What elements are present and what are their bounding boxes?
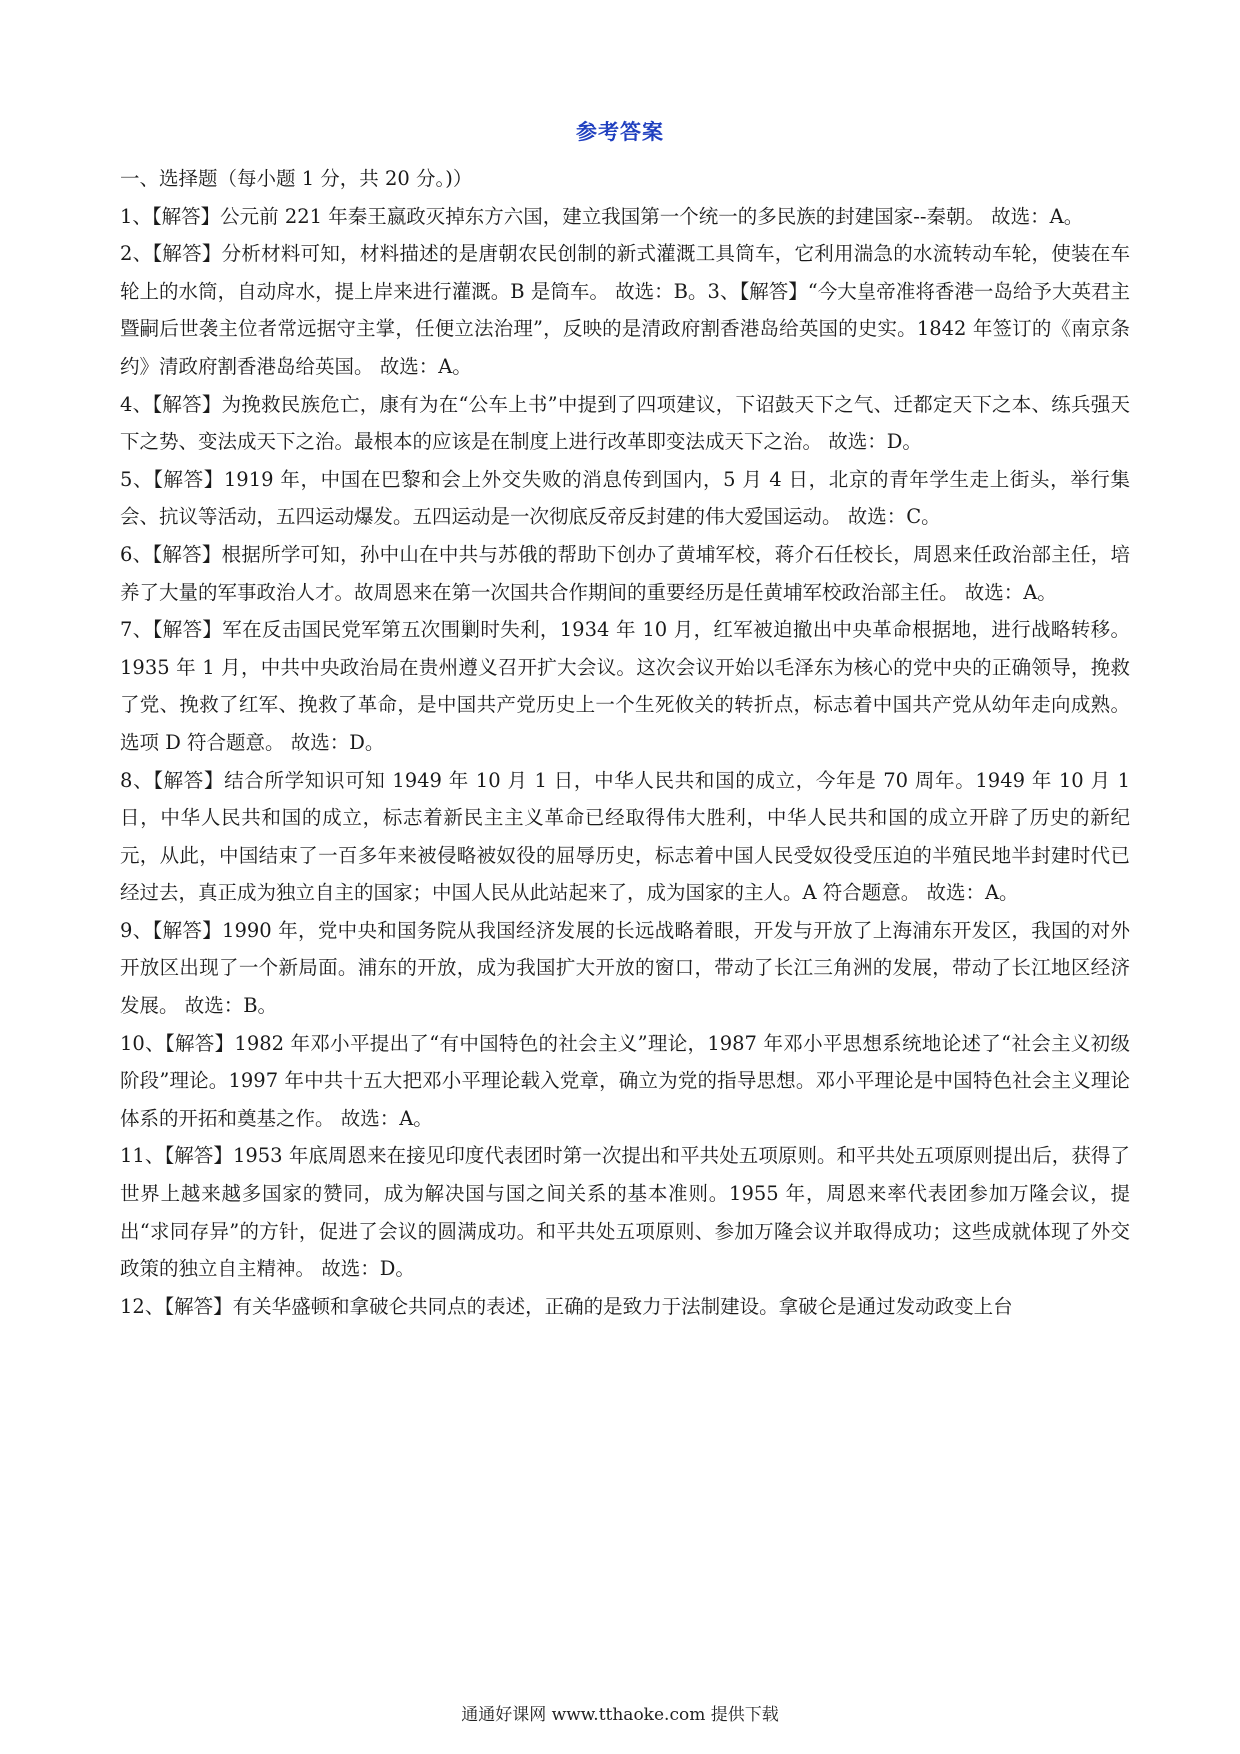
answer-6: 6、【解答】根据所学可知，孙中山在中共与苏俄的帮助下创办了黄埔军校，蒋介石任校长，周恩来任政治部主任，培养了大量的军事政治人才。故周恩来在第一次国共合作期间的重要经历是任黄埔军校政治部主任。 故选：A。: [120, 542, 1130, 604]
answer-8: 8、【解答】结合所学知识可知 1949 年 10 月 1 日，中华人民共和国的成立，今年是 70 周年。1949 年 10 月 1 日，中华人民共和国的成立，标志着新民主主义革命已经取得伟大胜利，中华人民共和国的成立开辟了历史的新纪元，从此，中国结束了一百多年来被侵略被奴役的屈辱历史，标志着中国人民受奴役受压迫的半殖民地半封建时代已经过去，真正成为独立自主的国家；中国人民从此站起来了，成为国家的主人。A 符合题意。 故选：A。: [120, 768, 1130, 905]
page-footer: 通通好课网 www.tthaoke.com 提供下载: [461, 1705, 779, 1725]
answer-10: 10、【解答】1982 年邓小平提出了“有中国特色的社会主义”理论，1987 年邓小平思想系统地论述了“社会主义初级阶段”理论。1997 年中共十五大把邓小平理论载入党章，确立为党的指导思想。邓小平理论是中国特色社会主义理论体系的开拓和奠基之作。 故选：A。: [120, 1031, 1130, 1130]
answer-9: 9、【解答】1990 年，党中央和国务院从我国经济发展的长远战略着眼，开发与开放了上海浦东开发区，我国的对外开放区出现了一个新局面。浦东的开放，成为我国扩大开放的窗口，带动了长江三角洲的发展，带动了长江地区经济发展。 故选：B。: [120, 918, 1130, 1018]
answer-content: [120, 160, 1130, 1325]
answer-12: 12、【解答】有关华盛顿和拿破仑共同点的表述，正确的是致力于法制建设。拿破仑是通过发动政变上台: [120, 1294, 1013, 1318]
answer-11: 11、【解答】1953 年底周恩来在接见印度代表团时第一次提出和平共处五项原则。和平共处五项原则提出后，获得了世界上越来越多国家的赞同，成为解决国与国之间关系的基本准则。1955 年，周恩来率代表团参加万隆会议，提出“求同存异”的方针，促进了会议的圆满成功。和平共处五项原则、参加万隆会议并取得成功；这些成就体现了外交政策的独立自主精神。 故选：D。: [120, 1144, 1130, 1281]
answer-4: 4、【解答】为挽救民族危亡，康有为在“公车上书”中提到了四项建议，下诏鼓天下之气、迁都定天下之本、练兵强天下之势、变法成天下之治。最根本的应该是在制度上进行改革即变法成天下之治。 故选：D。: [120, 392, 1130, 454]
answer-5: 5、【解答】1919 年，中国在巴黎和会上外交失败的消息传到国内，5 月 4 日，北京的青年学生走上街头，举行集会、抗议等活动，五四运动爆发。五四运动是一次彻底反帝反封建的伟大爱国运动。 故选：C。: [120, 467, 1130, 529]
answer-7: 7、【解答】军在反击国民党军第五次围剿时失利，1934 年 10 月，红军被迫撤出中央革命根据地，进行战略转移。1935 年 1 月，中共中央政治局在贵州遵义召开扩大会议。这次会议开始以毛泽东为核心的党中央的正确领导，挽救了党、挽救了红军、挽救了革命，是中国共产党历史上一个生死攸关的转折点，标志着中国共产党从幼年走向成熟。选项 D 符合题意。 故选：D。: [120, 618, 1130, 754]
answer-1: 1、【解答】公元前 221 年秦王嬴政灭掉东方六国，建立我国第一个统一的多民族的封建国家--秦朝。 故选：A。: [120, 204, 1084, 228]
section-heading: 一、选择题（每小题 1 分，共 20 分。)）: [120, 167, 473, 190]
page-title: 参考答案: [576, 120, 664, 144]
answer-2-3: 2、【解答】分析材料可知，材料描述的是唐朝农民创制的新式灌溉工具筒车，它利用湍急的水流转动车轮，使装在车轮上的水筒，自动戽水，提上岸来进行灌溉。B 是筒车。 故选：B。3、【解答】“今大皇帝准将香港一岛给予大英君主暨嗣后世袭主位者常远据守主掌，任便立法治理”，反映的是清政府割香港岛给英国的史实。1842 年签订的《南京条约》清政府割香港岛给英国。 故选：A。: [120, 242, 1130, 378]
